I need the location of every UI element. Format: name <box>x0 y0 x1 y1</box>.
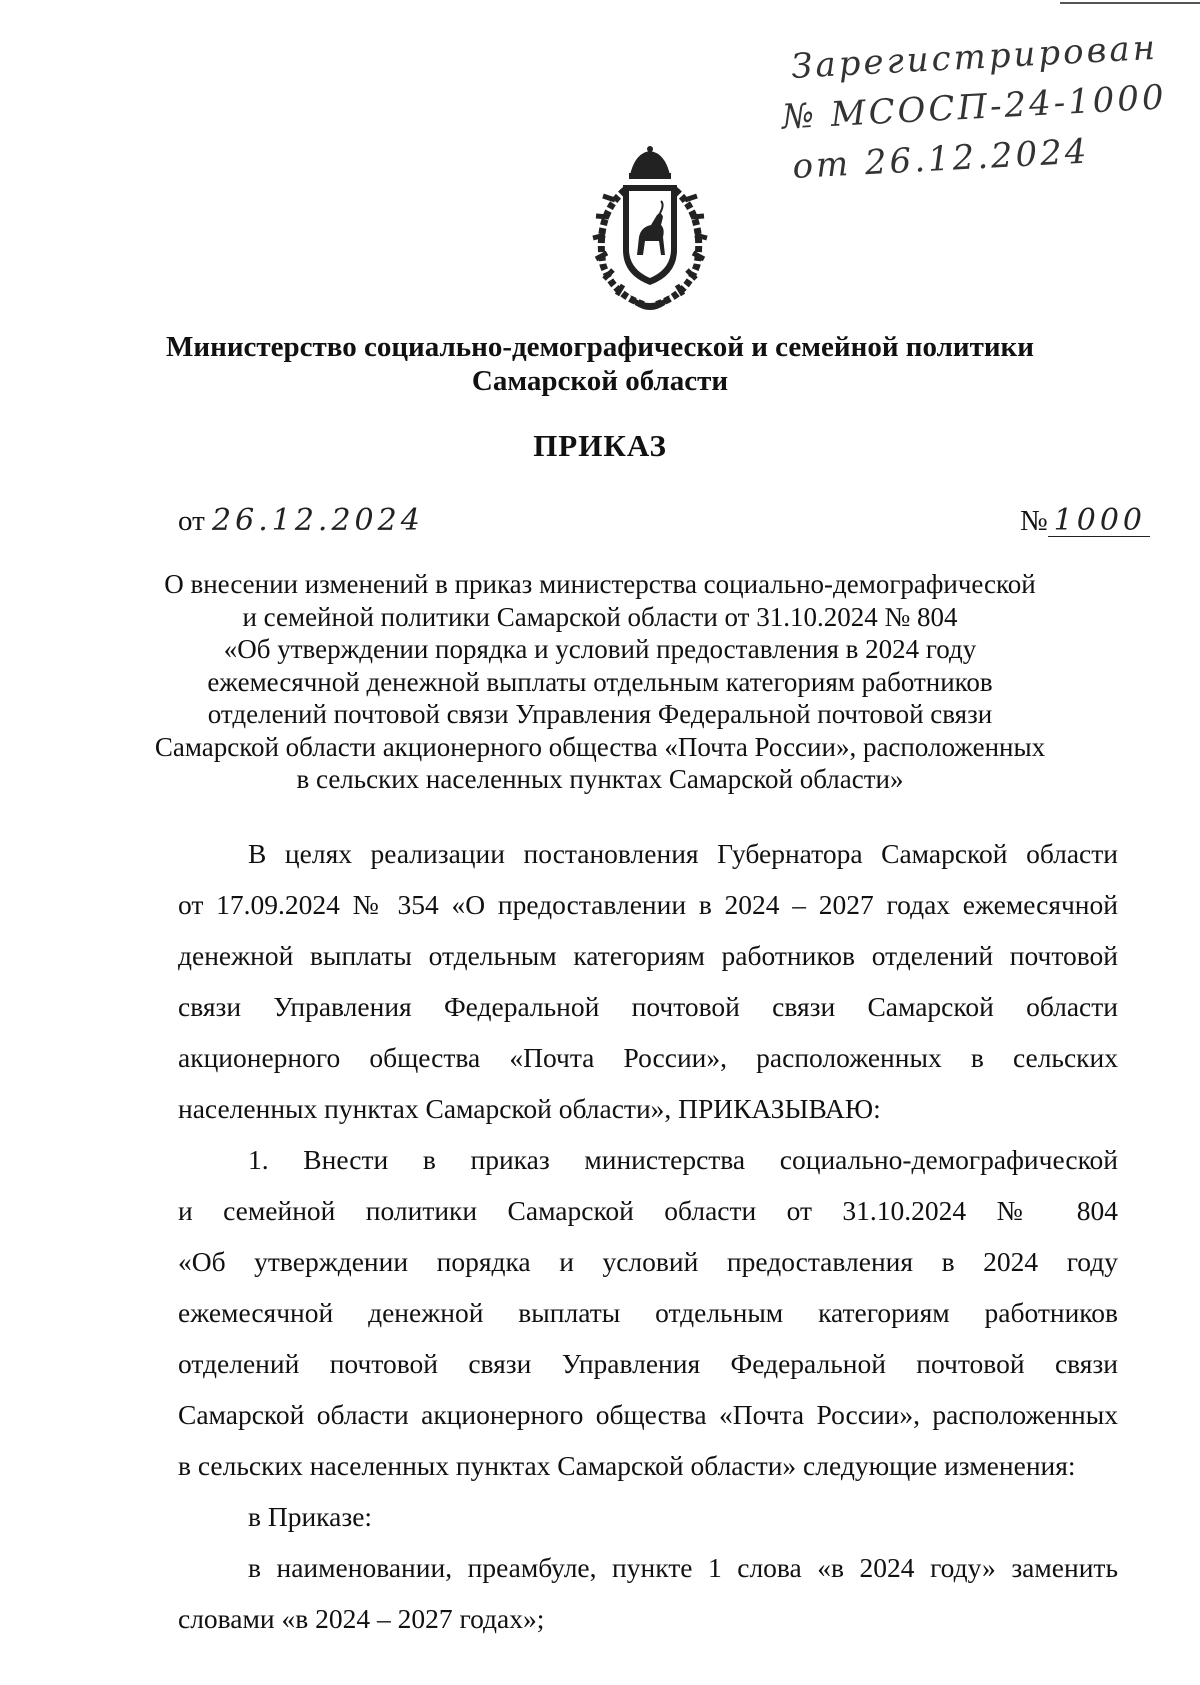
item-1-line: и семейной политики Самарской области от 31.10.2024 № 804 <box>178 1195 1118 1226</box>
change-paragraph <box>178 1542 1118 1644</box>
preamble-line: акционерного общества «Почта России», расположенных в сельских <box>178 1042 1118 1073</box>
item-1-paragraph <box>178 1134 1118 1491</box>
subject-line: «Об утверждении порядка и условий предоставления в 2024 году <box>223 634 977 664</box>
subject-line: отделений почтовой связи Управления Федеральной почтовой связи <box>207 699 993 729</box>
ministry-line-2: Самарской области <box>471 365 729 397</box>
order-number <box>1020 503 1150 539</box>
samara-coat-of-arms-icon <box>585 145 715 315</box>
date-handwritten-value: 26.12.2024 <box>212 503 424 538</box>
item-1-line: «Об утверждении порядка и условий предоставления в 2024 году <box>178 1246 1118 1277</box>
preamble-line: населенных пунктах Самарской области», ПРИКАЗЫВАЮ: <box>178 1093 881 1124</box>
item-1-line: Самарской области акционерного общества «Почта России», расположенных <box>178 1399 1118 1430</box>
date-prefix: от <box>178 505 205 537</box>
order-body <box>178 828 1118 1644</box>
document-type-title: ПРИКАЗ <box>533 428 667 463</box>
subject-line: и семейной политики Самарской области от 31.10.2024 № 804 <box>242 601 958 632</box>
top-edge-rule <box>1060 2 1200 4</box>
subject-line: Самарской области акционерного общества «Почта России», расположенных <box>154 731 1046 762</box>
preamble-line: связи Управления Федеральной почтовой связи Самарской области <box>178 991 1118 1022</box>
change-line: словами «в 2024 – 2027 годах»; <box>178 1603 545 1634</box>
item-1-line: отделений почтовой связи Управления Федеральной почтовой связи <box>178 1348 1118 1379</box>
item-1-line: 1. Внести в приказ министерства социально-демографической <box>248 1144 1118 1175</box>
item-1-line: в сельских населенных пунктах Самарской области» следующие изменения: <box>178 1450 1076 1481</box>
preamble-line: от 17.09.2024 № 354 «О предоставлении в 2024 – 2027 годах ежемесячной <box>178 889 1118 920</box>
ministry-name <box>100 330 1100 398</box>
order-subject <box>130 568 1070 796</box>
subject-line: в сельских населенных пунктах Самарской области» <box>296 764 904 794</box>
ministry-line-1: Министерство социально-демографической и семейной политики <box>166 331 1034 363</box>
order-date <box>178 503 424 539</box>
preamble-line: В целях реализации постановления Губернатора Самарской области <box>248 838 1118 869</box>
subject-line: ежемесячной денежной выплаты отдельным категориям работников <box>207 666 993 697</box>
in-order-paragraph <box>178 1491 1118 1542</box>
in-order-line: в Приказе: <box>248 1501 373 1532</box>
change-line: в наименовании, преамбуле, пункте 1 слова «в 2024 году» заменить <box>248 1552 1118 1583</box>
preamble-line: денежной выплаты отдельным категориям работников отделений почтовой <box>178 940 1118 971</box>
preamble-paragraph <box>178 828 1118 1134</box>
subject-line: О внесении изменений в приказ министерства социально-демографической <box>164 569 1036 599</box>
number-handwritten-value: 1000 <box>1048 506 1150 537</box>
number-prefix: № <box>1020 505 1048 537</box>
registration-line-1: Зарегистрирован <box>790 27 1159 87</box>
registration-handwritten-note <box>780 25 1168 192</box>
item-1-line: ежемесячной денежной выплаты отдельным категориям работников <box>178 1297 1118 1328</box>
registration-line-3: от 26.12.2024 <box>791 131 1091 188</box>
registration-line-2: № МСОСП-24-1000 <box>780 77 1168 138</box>
